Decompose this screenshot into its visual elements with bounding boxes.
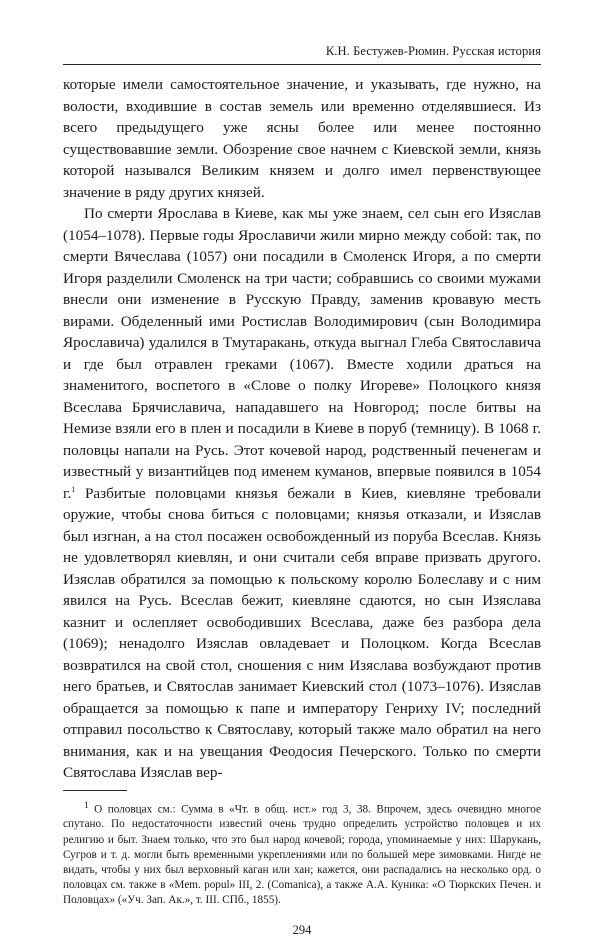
- footnote-marker: 1: [84, 800, 89, 811]
- main-text: [63, 74, 541, 784]
- paragraph-2-part-b: Разбитые половцами князья бежали в Киев, киевляне требовали оружие, чтобы снова биться с половцами; князья отказали, и Изяслав был изгнан, а на стол посажен освобожденный из поруба Всеслав. Князь не удовлетворял киевлян, и они считали себя вправе призвать другого. Изяслав обратился за помощью к польскому королю Болеславу и с ним явился на Русь. Всеслав бежит, киевляне сдаются, но сын Изяслава казнит и ослепляет освободивших Всеслава, даже без разбора дела (1069); ненадолго Изяслав овладевает и Полоцком. Когда Всеслав возвратился на свой стол, сношения с ним Изяслава возбуждают против него братьев, и Святослав занимает Киевский стол (1073–1076). Изяслав обращается за помощью к папе и императору Генриху IV; последний отправил посольство к Святославу, который также мало обратил на него внимания, как и на увещания Феодосия Печерского. Только по смерти Святослава Изяслав вер-: [63, 484, 541, 781]
- paragraph-2-part-a: По смерти Ярослава в Киеве, как мы уже знаем, сел сын его Изяслав (1054–1078). Первые годы Ярославичи жили мирно между собой: так, по смерти Вячеслава (1057) они посадили в Смоленск Игоря, а по смерти Игоря разделили Смоленск на три части; собравшись со своими мужами внесли они изменение в Русскую Правду, заменив кровавую месть вирами. Обделенный ими Ростислав Володимирович (сын Володимира Ярославича) удалился в Тмутаракань, откуда выгнал Глеба Святославича и где был отравлен греками (1067). Вместе ходили драться на знаменитого, воспетого в «Слове о полку Игореве» Полоцкого князя Всеслава Брячиславича, нападавшего на Новгород; после битвы на Немизе взяли его в плен и посадили в Киеве в поруб (темницу). В 1068 г. половцы напали на Русь. Этот кочевой народ, родственный печенегам и известный у византийцев под именем куманов, впервые появился в 1054 г.: [63, 205, 541, 502]
- page-number: 294: [292, 922, 312, 937]
- footnote-rule: [63, 790, 127, 791]
- footnote-reference: 1: [71, 484, 76, 494]
- book-page: [63, 40, 541, 938]
- running-head: К.Н. Бестужев-Рюмин. Русская история: [325, 44, 541, 58]
- footnote-1: [63, 799, 541, 909]
- paragraph-1: которые имели самостоятельное значение, и указывать, где нужно, на волости, входившие в состав земель или временно отделявшиеся. Из всего предыдущего уже ясны более или менее постоянно существовавшие земли. Обозрение свое начнем с Киевской земли, князь которой назывался Великим князем и долго имел первенствующее значение в ряду других князей.: [63, 76, 541, 201]
- footnotes: [63, 799, 541, 909]
- header-rule: [63, 64, 541, 65]
- paragraph-2: [63, 203, 541, 784]
- footnote-text: О половцах см.: Сумма в «Чт. в общ. ист.» год 3, 38. Впрочем, здесь очевидно многое спутано. По недостаточности известий очень трудно определить устройство половцев и их религию и быт. Знаем только, что это был народ кочевой; города, упоминаемые у них: Шарукань, Сугров и т. д. могли быть временными укреплениями или по большей мере зимовками. Нигде не видать, чтобы у них был верховный каган или хан; кажется, они распадались на несколько орд. о половцах см. также в «Mem. popul» III, 2. (Comanica), а также А.А. Куника: «О Тюркских Печен. и Половцах» («Уч. Зап. Ак.», т. III. СПб., 1855).: [63, 803, 541, 907]
